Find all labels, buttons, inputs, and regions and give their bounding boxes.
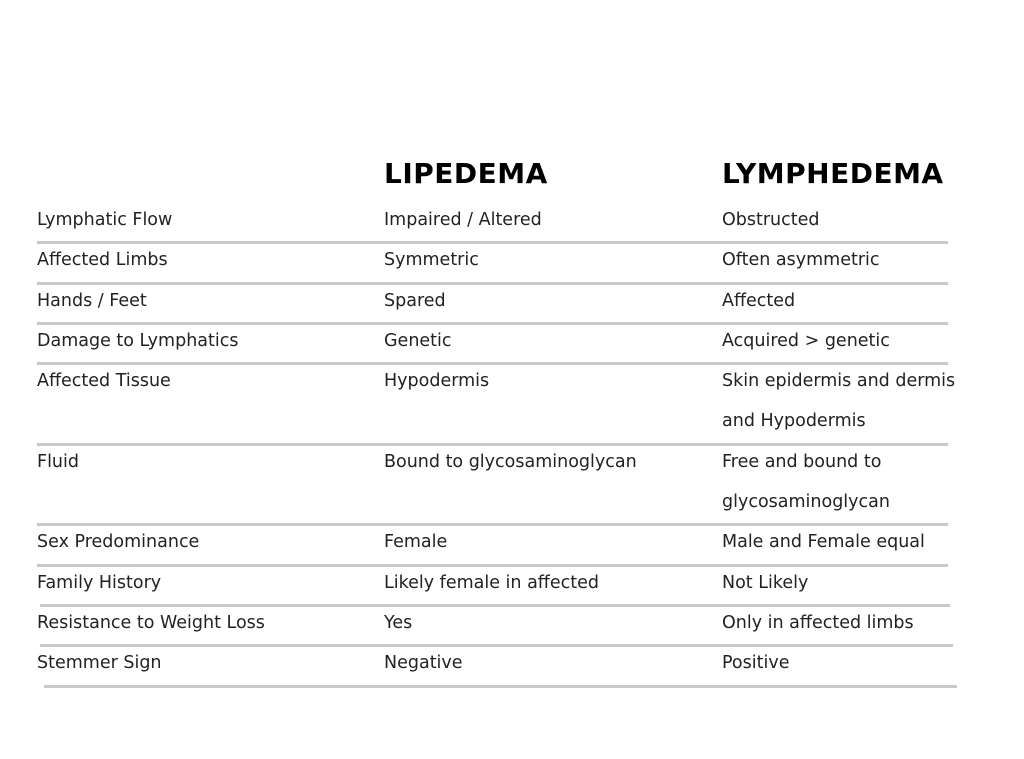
row-label: Lymphatic Flow (37, 210, 173, 230)
table-row (0, 281, 1024, 321)
lymphedema-cell: Skin epidermis and dermis (722, 371, 956, 392)
lymphedema-header: LYMPHEDEMA (722, 157, 944, 190)
table-row (0, 200, 1024, 240)
lymphedema-cell: Not Likely (722, 572, 809, 593)
lipedema-cell: Hypodermis (384, 371, 490, 392)
row-label: Family History (37, 572, 162, 593)
lipedema-cell: Female (384, 532, 448, 553)
lipedema-cell: Negative (384, 653, 463, 674)
lymphedema-cell: Acquired > genetic (722, 330, 890, 351)
table-row (0, 442, 1024, 523)
table-row (0, 563, 1024, 603)
table-row (0, 240, 1024, 280)
lipedema-cell: Bound to glycosaminoglycan (384, 451, 637, 472)
row-label: Stemmer Sign (37, 653, 162, 674)
lipedema-cell: Yes (384, 613, 413, 633)
lipedema-header: LIPEDEMA (384, 157, 548, 190)
table-row (0, 321, 1024, 361)
lymphedema-cell: and Hypodermis (722, 411, 866, 432)
lipedema-cell: Symmetric (384, 250, 479, 271)
row-divider (44, 685, 957, 688)
lymphedema-cell: Male and Female equal (722, 532, 925, 553)
row-label: Resistance to Weight Loss (37, 613, 265, 633)
row-label: Affected Tissue (37, 371, 171, 392)
row-label: Hands / Feet (37, 290, 147, 311)
lymphedema-cell: Often asymmetric (722, 250, 880, 271)
lymphedema-cell: Affected (722, 290, 796, 311)
table-row (0, 522, 1024, 562)
lipedema-cell: Genetic (384, 330, 452, 351)
lymphedema-cell: Obstructed (722, 210, 820, 230)
table-row (0, 361, 1024, 442)
row-label: Sex Predominance (37, 532, 200, 553)
lipedema-cell: Spared (384, 290, 446, 311)
row-label: Damage to Lymphatics (37, 330, 239, 351)
table-row (0, 643, 1024, 683)
lipedema-cell: Impaired / Altered (384, 210, 542, 230)
lymphedema-cell: Positive (722, 653, 790, 674)
lymphedema-cell: Free and bound to (722, 451, 882, 472)
lymphedema-cell: Only in affected limbs (722, 613, 914, 633)
row-label: Fluid (37, 451, 79, 472)
lymphedema-cell: glycosaminoglycan (722, 492, 890, 513)
row-label: Affected Limbs (37, 250, 168, 271)
lipedema-cell: Likely female in affected (384, 572, 599, 593)
table-row (0, 603, 1024, 643)
